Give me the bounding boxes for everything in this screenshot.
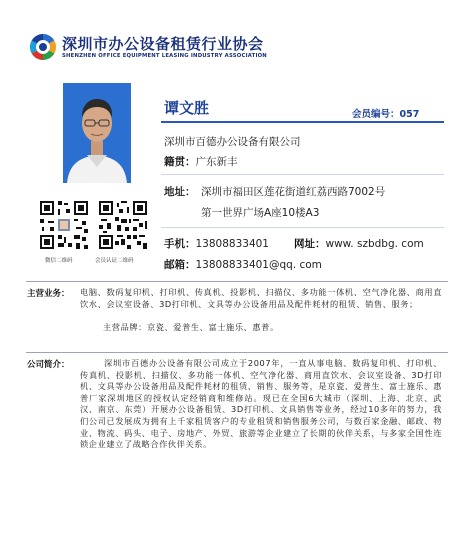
- native-place: [164, 154, 238, 169]
- name-divider: [161, 121, 444, 123]
- email: [164, 257, 322, 272]
- association-name-en: SHENZHEN OFFICE EQUIPMENT LEASING INDUSTRY ASSOCIATION: [62, 53, 267, 59]
- business-label: 主营业务：: [27, 289, 70, 299]
- wechat-qr-code: [38, 199, 90, 251]
- company-name: 深圳市百德办公设备有限公司: [164, 136, 301, 148]
- email-value[interactable]: 13808833401@qq. com: [195, 259, 322, 271]
- email-label: 邮箱：: [164, 259, 196, 271]
- divider: [161, 174, 444, 175]
- section-divider: [26, 281, 448, 282]
- address-line2: 第一世界广场A座10楼A3: [201, 207, 320, 219]
- phone: [164, 236, 269, 251]
- business-text: 电脑、数码复印机、打印机、传真机、投影机、扫描仪、多功能一体机、空气净化器、商用直饮水、会议室设备、3D打印机、文具等办公设备用品及配件耗材的租赁、销售、服务；: [80, 287, 442, 309]
- address-label: 地址：: [164, 186, 196, 198]
- divider: [161, 227, 444, 228]
- phone-label: 手机：: [164, 238, 196, 250]
- section-divider: [26, 352, 448, 353]
- member-photo: [63, 83, 131, 183]
- member-number: 会员编号：057: [352, 109, 420, 120]
- member-name: 谭文胜: [164, 99, 210, 117]
- association-name: 深圳市办公设备租赁行业协会: [62, 35, 264, 53]
- association-logo-icon: [28, 32, 58, 62]
- native-label: 籍贯：: [164, 156, 196, 168]
- business-brands: 主营品牌：京瓷、爱普生、富士施乐、惠普。: [103, 322, 279, 332]
- website: [294, 236, 424, 251]
- native-value: 广东新丰: [195, 156, 238, 168]
- phone-value: 13808833401: [195, 238, 269, 250]
- web-value[interactable]: www. szbdbg. com: [325, 238, 424, 250]
- member-auth-qr-code: [97, 199, 149, 251]
- intro-label: 公司简介：: [27, 360, 70, 370]
- wechat-qr-caption: 微信二维码: [45, 258, 73, 264]
- intro-text: 深圳市百德办公设备有限公司成立于2007年，一直从事电脑、数码复印机、打印机、传真机、投影机、扫描仪、多功能一体机、空气净化器、商用直饮水、会议室设备、3D打印机、文具等办公设备用品及配件耗材的租赁、销售、服务等，是京瓷、爱普生、富士施乐、惠普厂家深圳地区的授权认定经销商和维修站。现已在全国6大城市（深圳、上海、北京、武汉、南京、东莞）开展办公设备租赁、3D打印机、文具销售等业务，经过10多年的努力，我们公司已发展成为拥有上千家租赁客户的专业租赁和销售服务公司，与数百家金融、邮政、物业、物流、码头、电子、房地产、外贸、旅游等企业建立了长期的伙伴关系，与多家全国性连锁企业建立了战略合作伙伴关系。: [80, 358, 442, 450]
- web-label: 网址：: [294, 238, 326, 250]
- member-qr-caption: 会员认证二维码: [95, 258, 134, 264]
- address-line1: 深圳市福田区莲花街道红荔西路7002号: [201, 186, 386, 198]
